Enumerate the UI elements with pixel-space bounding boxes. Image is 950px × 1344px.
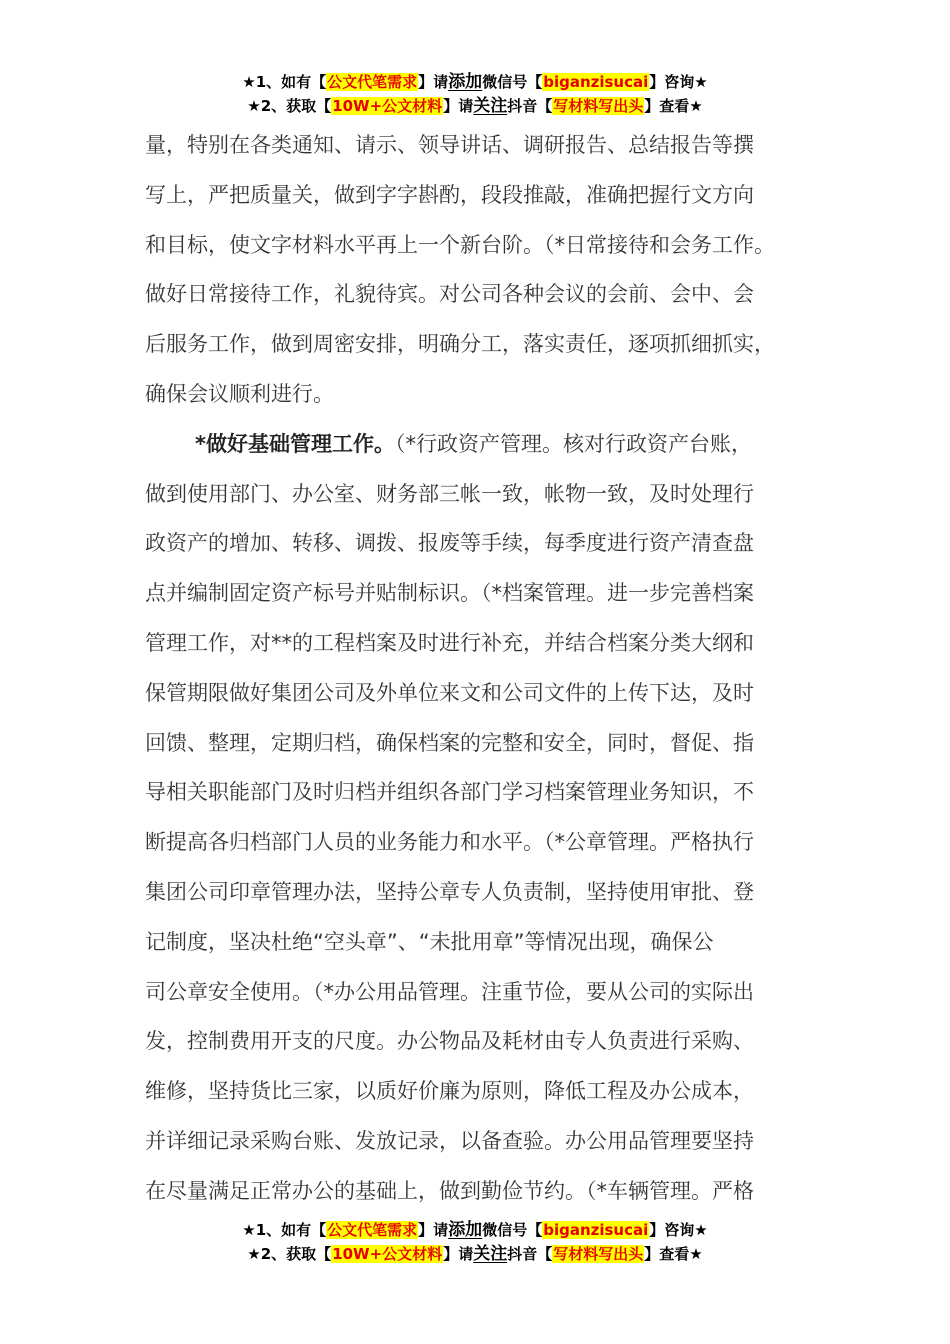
footer-line-1: ★1、如有【公文代笔需求】请添加微信号【biganzisucai】咨询★ xyxy=(242,1220,708,1240)
body-line: 导相关职能部门及时归档并组织各部门学习档案管理业务知识，不 xyxy=(145,780,754,805)
highlight-materials: 10W+公文材料 xyxy=(332,97,443,115)
body-line: 政资产的增加、转移、调拨、报废等手续，每季度进行资产清查盘 xyxy=(145,531,754,556)
underlined-follow: 关注 xyxy=(473,1244,508,1264)
section-heading: *做好基础管理工作。 xyxy=(195,431,395,456)
body-line: 记制度，坚决杜绝“空头章”、“未批用章”等情况出现，确保公 xyxy=(145,929,714,954)
highlight-materials: 10W+公文材料 xyxy=(332,1245,443,1263)
highlight-douyin-name: 写材料写出头 xyxy=(553,1245,644,1263)
header-line-2: ★2、获取【10W+公文材料】请关注抖音【写材料写出头】查看★ xyxy=(247,96,703,116)
body-line: 做好日常接待工作，礼貌待宾。对公司各种会议的会前、会中、会 xyxy=(145,282,754,307)
body-line: 维修，坚持货比三家，以质好价廉为原则，降低工程及办公成本， xyxy=(145,1079,754,1104)
body-line: 在尽量满足正常办公的基础上，做到勤俭节约。（*车辆管理。严格 xyxy=(145,1178,754,1203)
underlined-follow: 关注 xyxy=(473,96,508,116)
highlight-service: 公文代笔需求 xyxy=(327,1221,418,1239)
body-line: 写上，严把质量关，做到字字斟酌，段段推敲，准确把握行文方向 xyxy=(145,182,754,207)
header-banner xyxy=(0,70,950,118)
body-line: 发，控制费用开支的尺度。办公物品及耗材由专人负责进行采购、 xyxy=(145,1029,754,1054)
body-line: 保管期限做好集团公司及外单位来文和公司文件的上传下达，及时 xyxy=(145,680,754,705)
body-line: 做到使用部门、办公室、财务部三帐一致，帐物一致，及时处理行 xyxy=(145,481,754,506)
body-line: 后服务工作，做到周密安排，明确分工，落实责任，逐项抓细抓实， xyxy=(145,332,775,357)
body-line: 回馈、整理，定期归档，确保档案的完整和安全，同时，督促、指 xyxy=(145,730,754,755)
highlight-service: 公文代笔需求 xyxy=(327,73,418,91)
highlight-douyin-name: 写材料写出头 xyxy=(553,97,644,115)
body-line: 司公章安全使用。（*办公用品管理。注重节俭，要从公司的实际出 xyxy=(145,979,754,1004)
underlined-add: 添加 xyxy=(448,72,483,92)
body-line: 集团公司印章管理办法，坚持公章专人负责制，坚持使用审批、登 xyxy=(145,879,754,904)
body-line: 量，特别在各类通知、请示、领导讲话、调研报告、总结报告等撰 xyxy=(145,133,754,157)
highlight-wechat-id: biganzisucai xyxy=(543,1221,649,1239)
paragraph-start: *做好基础管理工作。（*行政资产管理。核对行政资产台账， xyxy=(195,431,752,456)
body-line: 确保会议顺利进行。 xyxy=(145,381,334,406)
underlined-add: 添加 xyxy=(448,1220,483,1240)
body-line: 并详细记录采购台账、发放记录，以备查验。办公用品管理要坚持 xyxy=(145,1128,754,1153)
header-line-1: ★1、如有【公文代笔需求】请添加微信号【biganzisucai】咨询★ xyxy=(242,72,708,92)
body-line: 断提高各归档部门人员的业务能力和水平。（*公章管理。严格执行 xyxy=(145,830,754,855)
footer-line-2: ★2、获取【10W+公文材料】请关注抖音【写材料写出头】查看★ xyxy=(247,1244,703,1264)
body-line: 点并编制固定资产标号并贴制标识。（*档案管理。进一步完善档案 xyxy=(145,581,754,606)
body-line: 和目标，使文字材料水平再上一个新台阶。（*日常接待和会务工作。 xyxy=(145,232,775,257)
footer-banner xyxy=(0,1218,950,1266)
body-line: 管理工作，对**的工程档案及时进行补充，并结合档案分类大纲和 xyxy=(145,630,754,655)
document-body xyxy=(145,121,825,1217)
highlight-wechat-id: biganzisucai xyxy=(543,73,649,91)
